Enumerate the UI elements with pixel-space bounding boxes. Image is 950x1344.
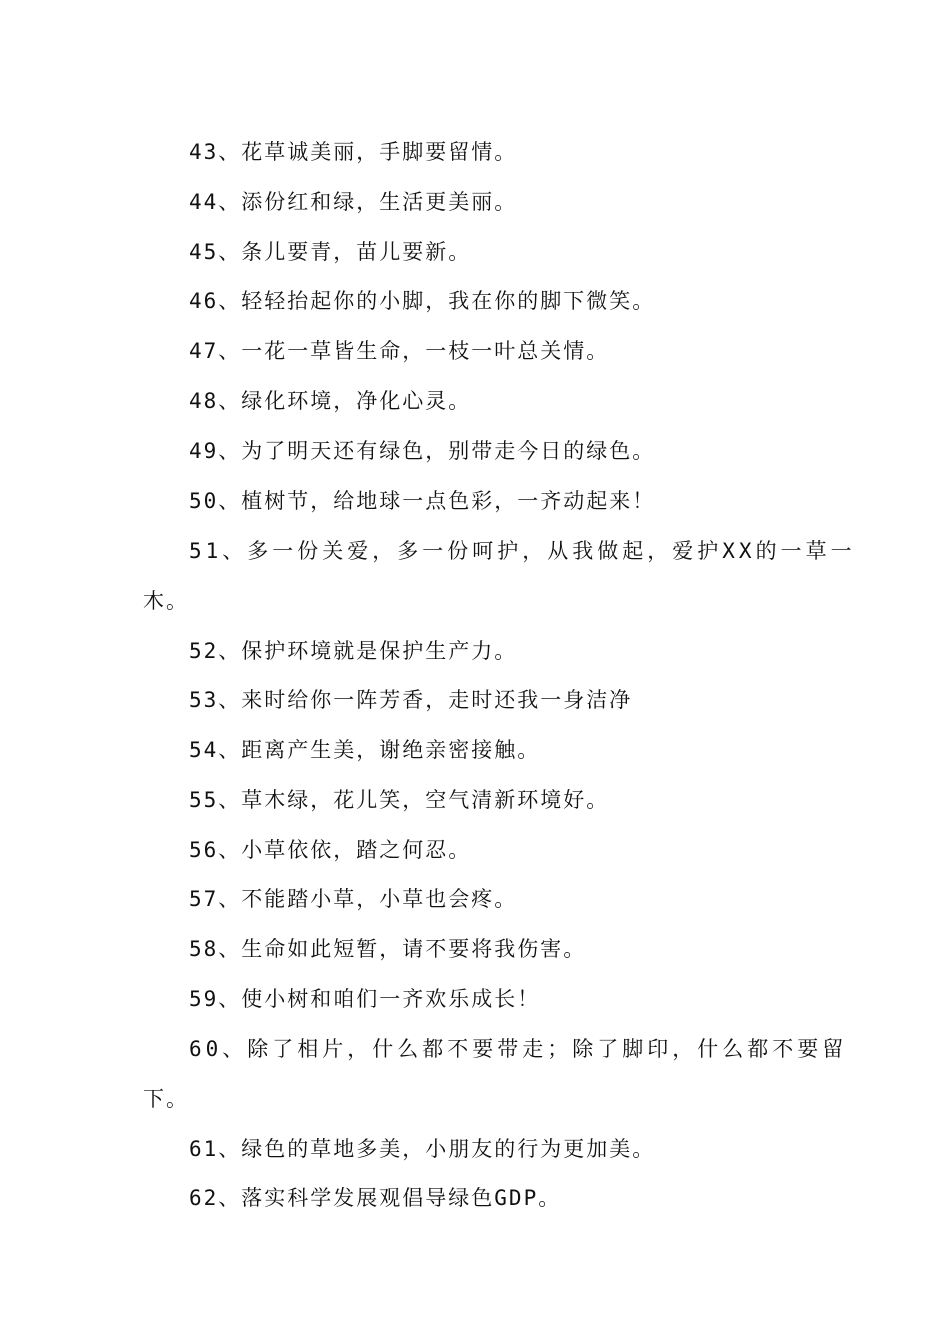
slogan-line: 60、除了相片，什么都不要带走；除了脚印，什么都不要留 xyxy=(189,1037,848,1061)
slogan-line: 51、多一份关爱，多一份呵护，从我做起，爱护XX的一草一 xyxy=(189,539,856,563)
slogan-line-continuation: 木。 xyxy=(143,589,189,613)
slogan-line: 48、绿化环境，净化心灵。 xyxy=(189,389,472,413)
slogan-line: 57、不能踏小草，小草也会疼。 xyxy=(189,887,518,911)
slogan-line: 50、植树节，给地球一点色彩，一齐动起来！ xyxy=(189,489,656,513)
slogan-line: 58、生命如此短暂，请不要将我伤害。 xyxy=(189,937,587,961)
slogan-line-continuation: 下。 xyxy=(143,1087,189,1111)
slogan-line: 62、落实科学发展观倡导绿色GDP。 xyxy=(189,1186,562,1210)
slogan-line: 55、草木绿，花儿笑，空气清新环境好。 xyxy=(189,788,610,812)
slogan-line: 43、花草诚美丽，手脚要留情。 xyxy=(189,140,518,164)
slogan-line: 46、轻轻抬起你的小脚，我在你的脚下微笑。 xyxy=(189,289,656,313)
slogan-line: 49、为了明天还有绿色，别带走今日的绿色。 xyxy=(189,439,656,463)
slogan-line: 56、小草依依，踏之何忍。 xyxy=(189,838,472,862)
slogan-line: 61、绿色的草地多美，小朋友的行为更加美。 xyxy=(189,1137,656,1161)
slogan-line: 47、一花一草皆生命，一枝一叶总关情。 xyxy=(189,339,610,363)
slogan-line: 52、保护环境就是保护生产力。 xyxy=(189,639,518,663)
slogan-line: 53、来时给你一阵芳香，走时还我一身洁净 xyxy=(189,688,633,712)
slogan-line: 59、使小树和咱们一齐欢乐成长！ xyxy=(189,987,541,1011)
slogan-line: 54、距离产生美，谢绝亲密接触。 xyxy=(189,738,541,762)
slogan-line: 44、添份红和绿，生活更美丽。 xyxy=(189,190,518,214)
slogan-line: 45、条儿要青，苗儿要新。 xyxy=(189,240,472,264)
